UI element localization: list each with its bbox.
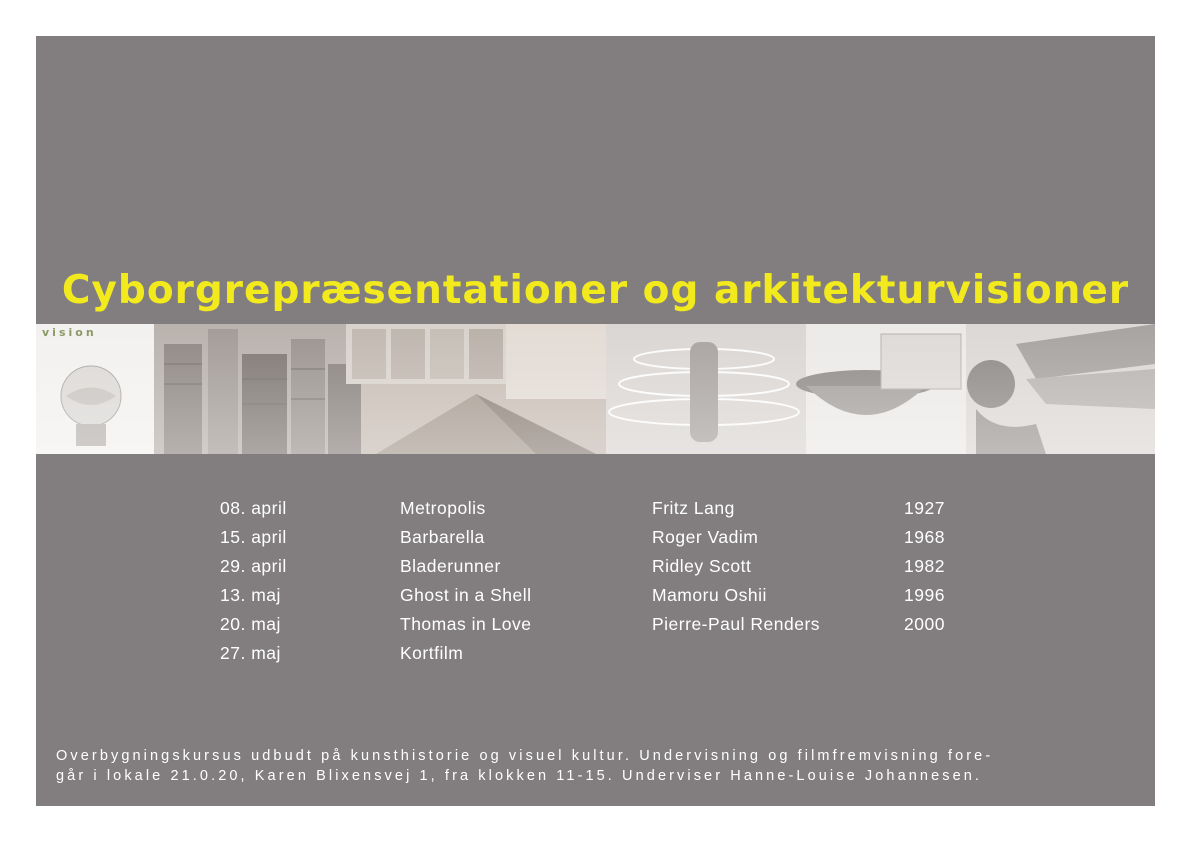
film-year: 1982 [904,556,945,576]
film-year [904,639,964,668]
film-schedule-table [220,494,964,668]
film-director: Roger Vadim [652,527,759,547]
collage-label: vision [42,326,97,339]
screening-date: 13. maj [220,585,281,605]
table-row [220,523,964,552]
poster [36,36,1155,806]
film-year: 1927 [904,498,945,518]
film-director: Fritz Lang [652,498,735,518]
collage-image [36,324,1155,454]
film-year: 2000 [904,614,945,634]
film-director [652,639,904,668]
film-year: 1996 [904,585,945,605]
screening-date: 15. april [220,527,287,547]
film-title: Barbarella [400,527,485,547]
table-row [220,494,964,523]
film-year: 1968 [904,527,945,547]
table-row [220,639,964,668]
film-title: Kortfilm [400,643,464,663]
screening-date: 08. april [220,498,287,518]
table-row [220,610,964,639]
film-title: Ghost in a Shell [400,585,532,605]
screening-date: 29. april [220,556,287,576]
film-director: Ridley Scott [652,556,752,576]
film-collage-strip [36,324,1155,454]
film-title: Thomas in Love [400,614,532,634]
screening-date: 20. maj [220,614,281,634]
film-title: Metropolis [400,498,486,518]
table-row [220,581,964,610]
course-info-line-2: går i lokale 21.0.20, Karen Blixensvej 1, fra klokken 11-15. Underviser Hanne-Louise Johannesen. [56,768,983,784]
table-row [220,552,964,581]
poster-title: Cyborgrepræsentationer og arkitekturvisioner [61,268,1130,313]
film-director: Mamoru Oshii [652,585,767,605]
course-info [56,746,1146,786]
film-director: Pierre-Paul Renders [652,614,821,634]
course-info-line-1: Overbygningskursus udbudt på kunsthistorie og visuel kultur. Undervisning og filmfremvisning fore- [56,748,994,764]
film-title: Bladerunner [400,556,501,576]
screening-date: 27. maj [220,643,281,663]
